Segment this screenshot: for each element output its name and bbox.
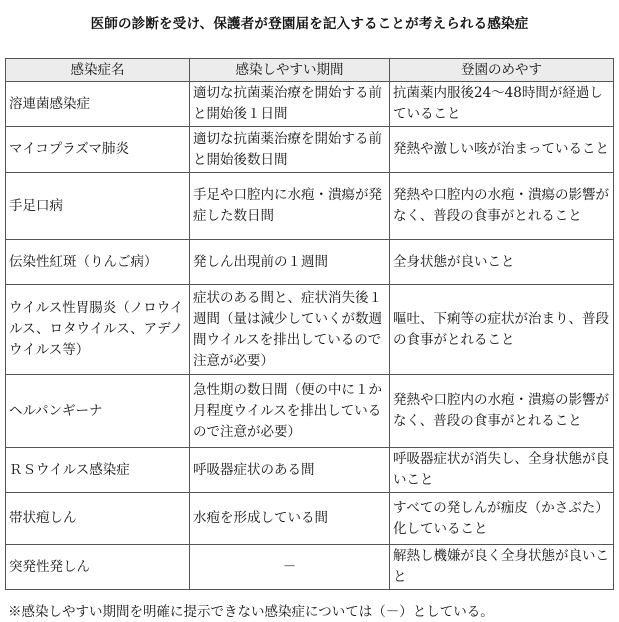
table-row bbox=[6, 375, 614, 448]
footnote: ※感染しやすい期間を明確に提示できない感染症については（－）としている。 bbox=[8, 604, 494, 620]
table-row bbox=[6, 127, 614, 173]
page-title: 医師の診断を受け、保護者が登園届を記入することが考えられる感染症 bbox=[90, 16, 529, 32]
infectious-period: 適切な抗菌薬治療を開始する前と開始後数日間 bbox=[190, 127, 390, 173]
disease-name: 手足口病 bbox=[6, 173, 190, 240]
return-criteria: すべての発しんが痂皮（かさぶた）化していること bbox=[390, 493, 614, 545]
return-criteria: 発熱や口腔内の水疱・潰瘍の影響がなく、普段の食事がとれること bbox=[390, 173, 614, 240]
disease-name: 伝染性紅斑（りんご病） bbox=[6, 240, 190, 285]
disease-name: 突発性発しん bbox=[6, 545, 190, 590]
return-criteria: 嘔吐、下痢等の症状が治まり、普段の食事がとれること bbox=[390, 285, 614, 375]
infectious-period: 発しん出現前の１週間 bbox=[190, 240, 390, 285]
infectious-period: 適切な抗菌薬治療を開始する前と開始後１日間 bbox=[190, 82, 390, 127]
disease-name: 溶連菌感染症 bbox=[6, 82, 190, 127]
table-row bbox=[6, 545, 614, 590]
table-row bbox=[6, 493, 614, 545]
header-infectious-period: 感染しやすい期間 bbox=[190, 59, 390, 82]
return-criteria: 呼吸器症状が消失し、全身状態が良いこと bbox=[390, 448, 614, 493]
header-disease-name: 感染症名 bbox=[6, 59, 190, 82]
disease-name: ＲＳウイルス感染症 bbox=[6, 448, 190, 493]
return-criteria: 全身状態が良いこと bbox=[390, 240, 614, 285]
disease-name: ヘルパンギーナ bbox=[6, 375, 190, 448]
table-row bbox=[6, 285, 614, 375]
table-row bbox=[6, 448, 614, 493]
return-criteria: 発熱や口腔内の水疱・潰瘍の影響がなく、普段の食事がとれること bbox=[390, 375, 614, 448]
infectious-period: 手足や口腔内に水疱・潰瘍が発症した数日間 bbox=[190, 173, 390, 240]
header-return-criteria: 登園のめやす bbox=[390, 59, 614, 82]
return-criteria: 発熱や激しい咳が治まっていること bbox=[390, 127, 614, 173]
disease-name: ウイルス性胃腸炎（ノロウイルス、ロタウイルス、アデノウイルス等） bbox=[6, 285, 190, 375]
return-criteria: 解熱し機嫌が良く全身状態が良いこと bbox=[390, 545, 614, 590]
table-row bbox=[6, 240, 614, 285]
infectious-period: 呼吸器症状のある間 bbox=[190, 448, 390, 493]
infectious-period: 症状のある間と、症状消失後１週間（量は減少していくが数週間ウイルスを排出しているので注意が必要） bbox=[190, 285, 390, 375]
table-header-row bbox=[6, 59, 614, 82]
infectious-period: － bbox=[190, 545, 390, 590]
disease-name: 帯状疱しん bbox=[6, 493, 190, 545]
return-criteria: 抗菌薬内服後24～48時間が経過していること bbox=[390, 82, 614, 127]
disease-name: マイコプラズマ肺炎 bbox=[6, 127, 190, 173]
infectious-period: 水疱を形成している間 bbox=[190, 493, 390, 545]
table-row bbox=[6, 173, 614, 240]
infectious-period: 急性期の数日間（便の中に１か月程度ウイルスを排出しているので注意が必要） bbox=[190, 375, 390, 448]
infection-table bbox=[5, 58, 614, 590]
table-row bbox=[6, 82, 614, 127]
